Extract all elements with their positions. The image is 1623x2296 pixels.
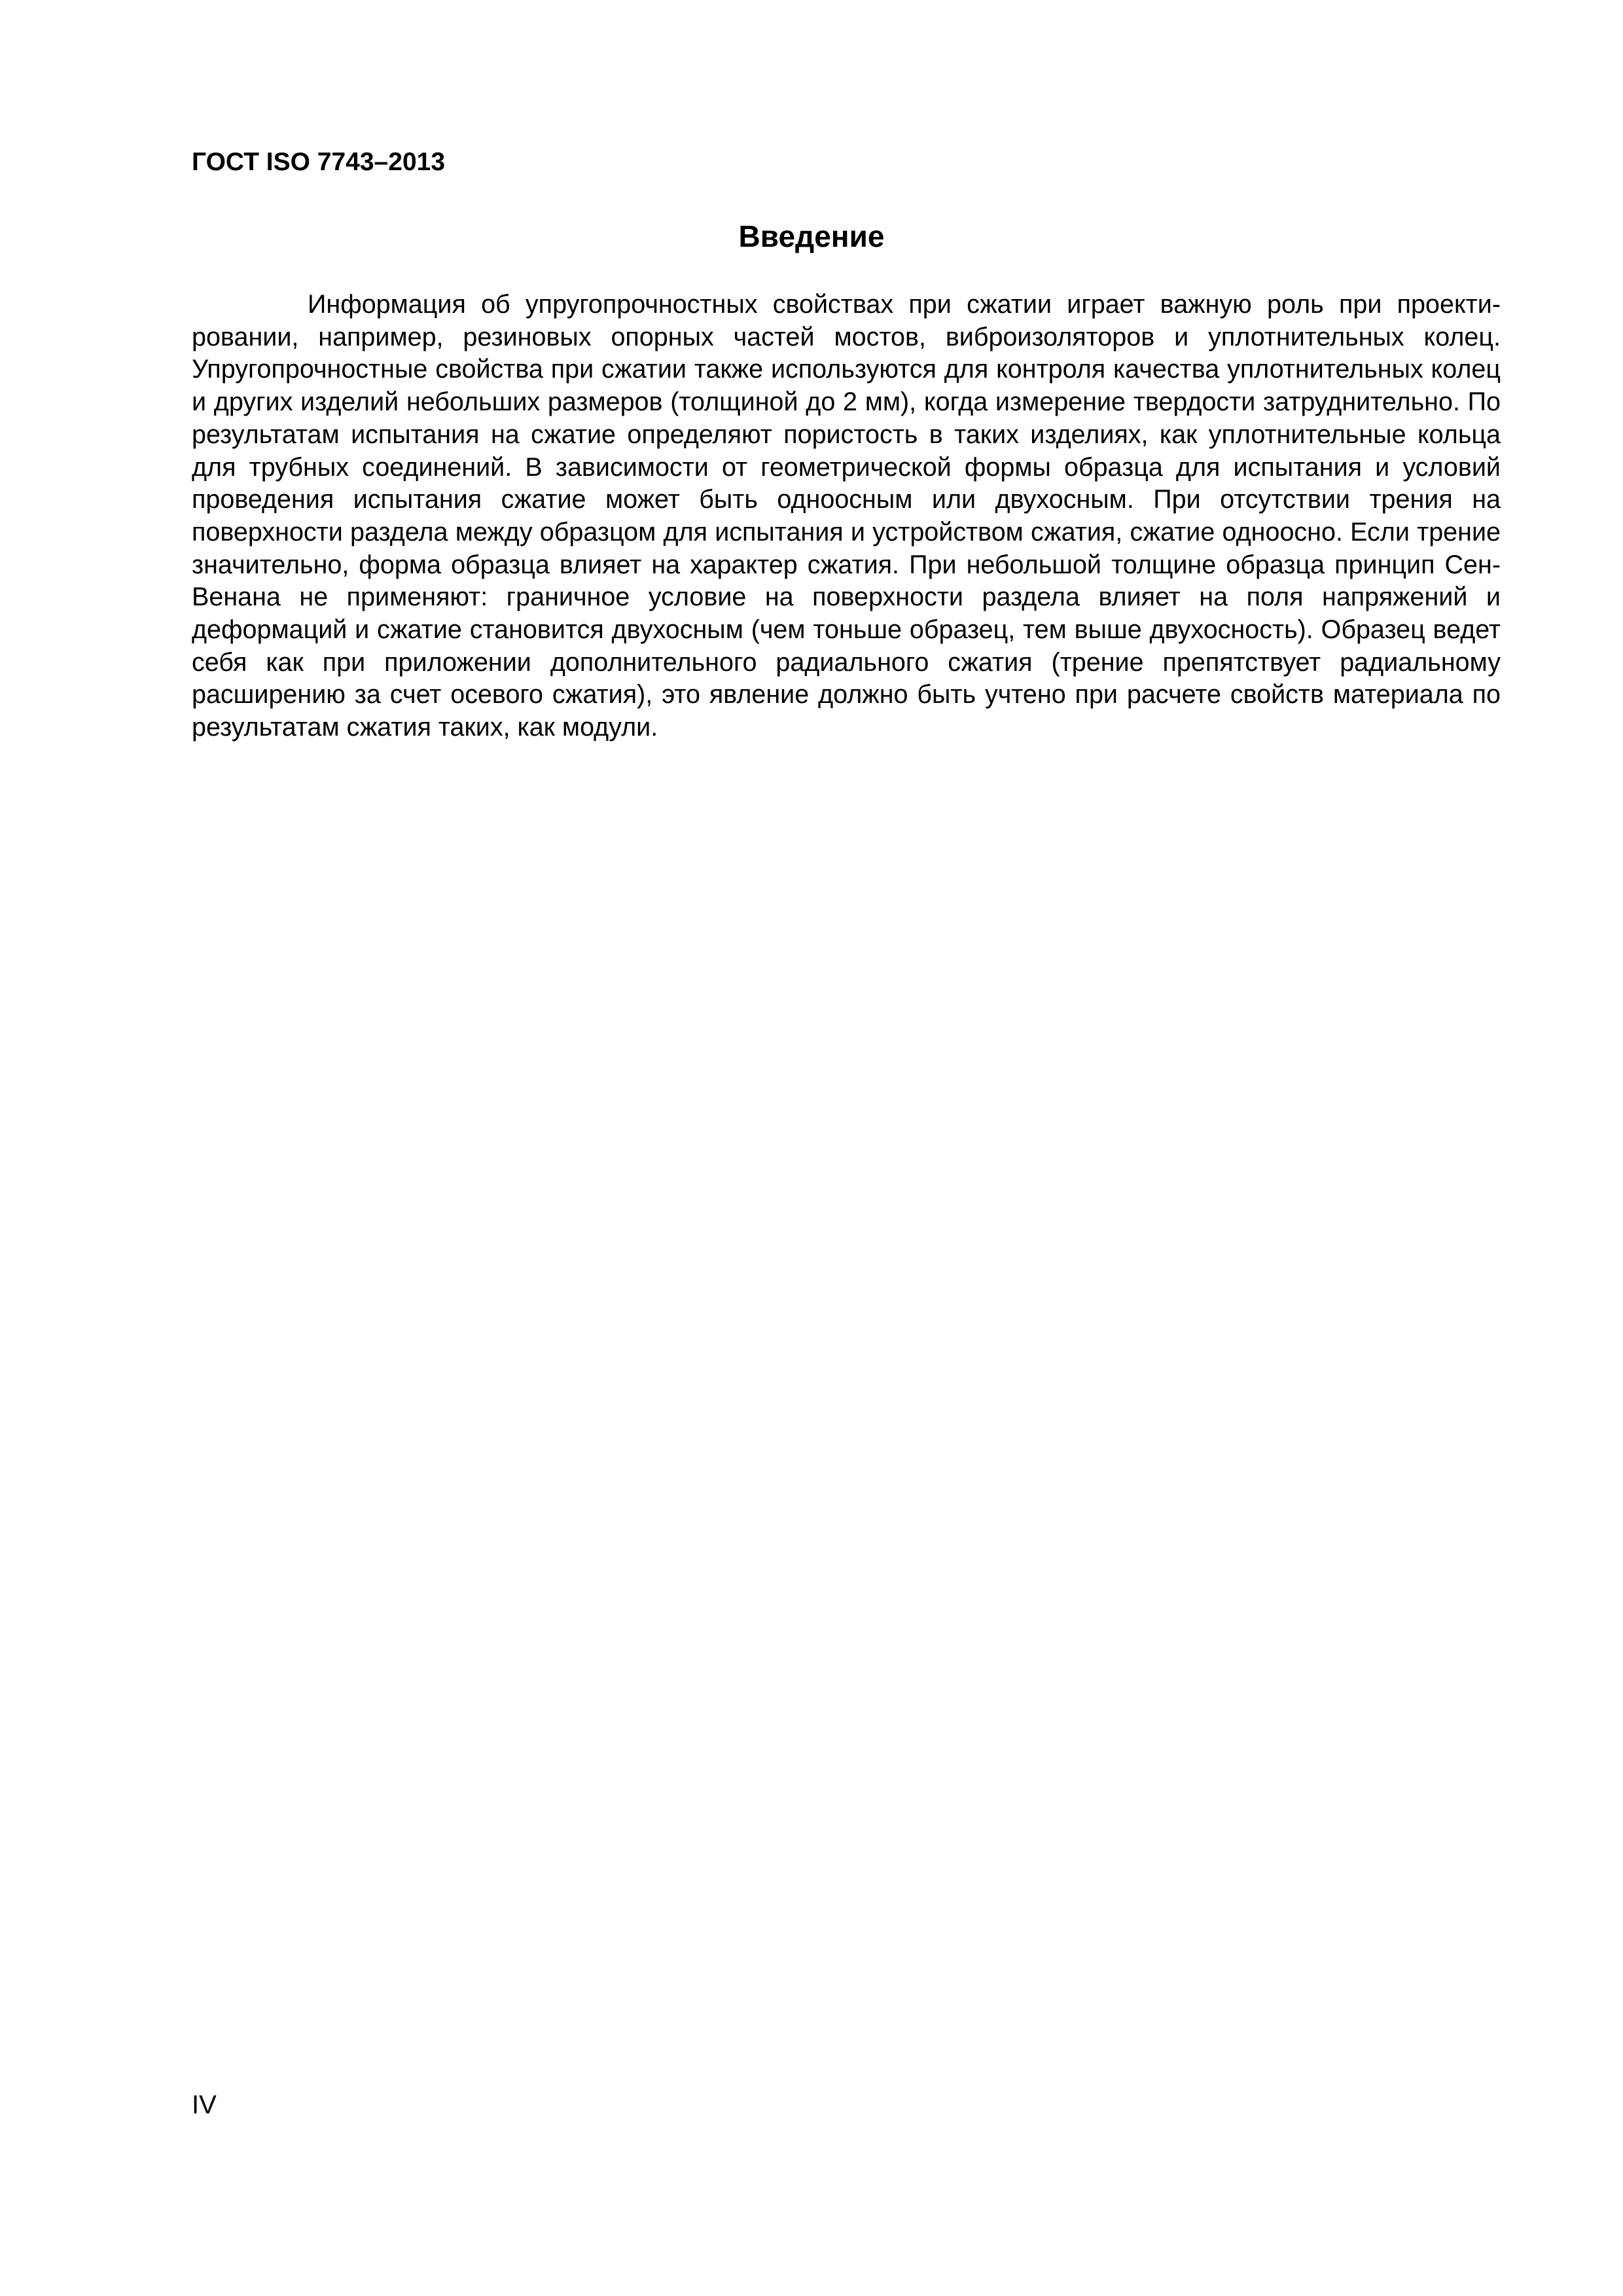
page-number: IV	[192, 2090, 217, 2119]
body-paragraph: Информация об упругопрочностных свойствах при сжатии играет важную роль при проектировании, например, резиновых опорных частей мостов, виброизоляторов и уплотнительных колец. Упругопрочностные свойства при сжатии также используются для контроля качества уплотнительных колец и других изделий небольших размеров (толщиной до 2 мм), когда измерение твердости затруднительно. По результатам испытания на сжатие определяют пористость в таких изделиях, как уплотнительные кольца для трубных соединений. В зависимости от геометрической формы образца для испытания и условий проведения испытания сжатие может быть одноосным или двухосным. При отсутствии трения на поверхности раздела между образцом для испытания и устройством сжатия, сжатие одноосно. Если трение значительно, форма образца влияет на характер сжатия. При небольшой толщине образца принцип Сен-Венана не применяют: граничное условие на поверхности раздела влияет на поля напряжений и деформаций и сжатие становится двухосным (чем тоньше образец, тем выше двухосность). Образец ведет себя как при приложении дополнительного радиального сжатия (трение препятствует радиальному расширению за счет осевого сжатия), это явление должно быть учтено при расчете свойств материала по результатам сжатия таких, как модули.	[192, 290, 1501, 742]
section-title: Введение	[738, 219, 885, 253]
document-header: ГОСТ ISO 7743–2013	[192, 148, 446, 176]
